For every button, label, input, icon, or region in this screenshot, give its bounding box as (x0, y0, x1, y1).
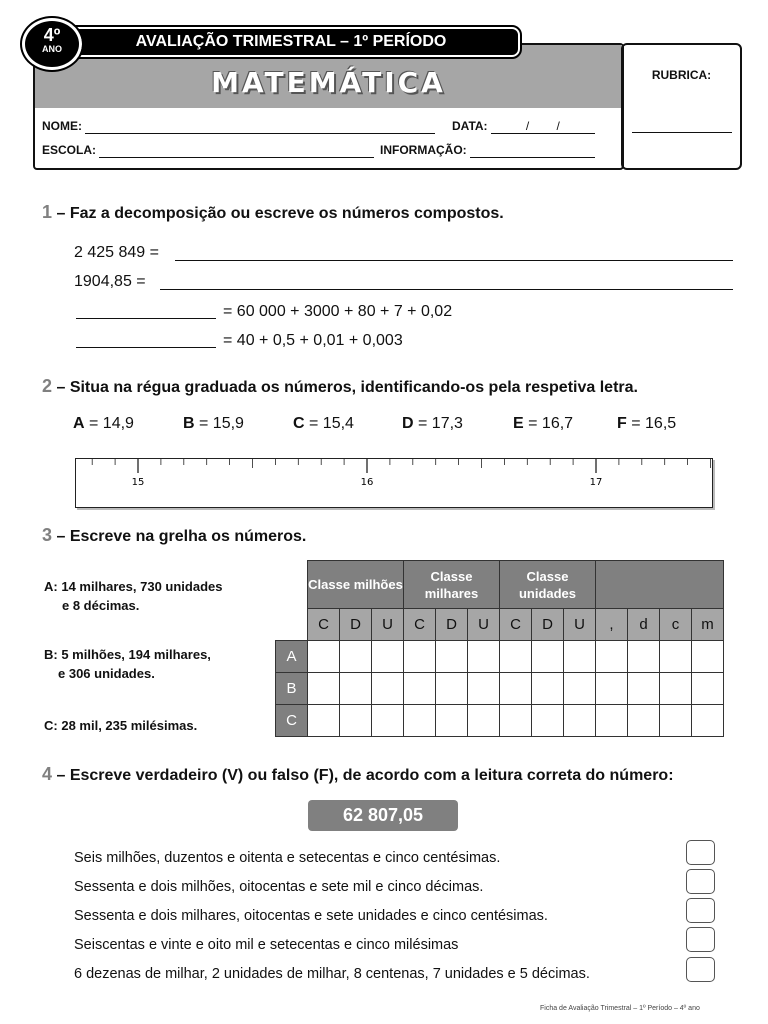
footer-text: Ficha de Avaliação Trimestral – 1º Período – 4º ano (540, 1005, 700, 1012)
grid-row-label: C (276, 705, 308, 737)
grid-cell[interactable] (660, 705, 692, 737)
q1-line-2-label: 1904,85 = (74, 273, 146, 290)
q4-title (42, 764, 674, 785)
grid-class-header-row (276, 561, 724, 609)
q2-item-a: A = 14,9 (73, 415, 134, 432)
ruler-label-15: 15 (131, 477, 145, 488)
grid-cell[interactable] (468, 673, 500, 705)
place-value-grid (275, 560, 724, 737)
grid-corner (276, 561, 308, 609)
statement-2: Sessenta e dois milhões, oitocentas e sete mil e cinco décimas. (74, 879, 484, 895)
escola-label: ESCOLA: (42, 143, 96, 157)
ruler-label-17: 17 (589, 477, 603, 488)
q1-line-4-answer[interactable] (76, 347, 216, 348)
grid-col-header: , (596, 609, 628, 641)
grid-cell[interactable] (500, 641, 532, 673)
q1-line-2-answer[interactable] (160, 289, 733, 290)
q2-number: 2 (42, 376, 53, 396)
grade-sub: ANO (42, 44, 62, 54)
nome-line[interactable] (85, 119, 435, 134)
nome-field[interactable] (42, 119, 435, 134)
data-label: DATA: (452, 119, 488, 133)
rubrica-box (621, 43, 742, 170)
grid-cell[interactable] (436, 705, 468, 737)
q2-title (42, 376, 638, 397)
q3-item-c: C: 28 mil, 235 milésimas. (44, 718, 198, 733)
answer-box-4[interactable] (686, 927, 715, 952)
grid-col-header: D (532, 609, 564, 641)
grid-cell[interactable] (308, 673, 340, 705)
grid-col-header: U (468, 609, 500, 641)
escola-line[interactable] (99, 143, 374, 158)
grade-number: 4º (43, 25, 61, 45)
escola-field[interactable] (42, 143, 374, 158)
q1-line-4-label: = 40 + 0,5 + 0,01 + 0,003 (223, 332, 403, 349)
rubrica-line[interactable] (632, 132, 732, 133)
grid-cell[interactable] (436, 673, 468, 705)
grid-cell[interactable] (564, 641, 596, 673)
grid-cell[interactable] (596, 641, 628, 673)
grid-column-header-row (276, 609, 724, 641)
q1-line-3-answer[interactable] (76, 318, 216, 319)
q1-line-1-answer[interactable] (175, 260, 733, 261)
q3-title (42, 525, 306, 546)
grid-cell[interactable] (372, 673, 404, 705)
q2-item-e: E = 16,7 (513, 415, 574, 432)
grid-cell[interactable] (308, 641, 340, 673)
informacao-line[interactable] (470, 143, 595, 158)
grade-badge (22, 18, 82, 70)
statement-5: 6 dezenas de milhar, 2 unidades de milhar, 8 centenas, 7 unidades e 5 décimas. (74, 966, 590, 982)
grid-cell[interactable] (532, 641, 564, 673)
q1-line-3-label: = 60 000 + 3000 + 80 + 7 + 0,02 (223, 303, 453, 320)
grid-col-header: d (628, 609, 660, 641)
class-milhares-header: Classe milhares (404, 561, 500, 609)
grid-cell[interactable] (660, 673, 692, 705)
evaluation-title: AVALIAÇÃO TRIMESTRAL – 1º PERÍODO (62, 27, 520, 57)
q1-title (42, 202, 504, 223)
grid-row-b (276, 673, 724, 705)
grid-cell[interactable] (436, 641, 468, 673)
grid-row-label: A (276, 641, 308, 673)
grid-col-header: C (308, 609, 340, 641)
grid-row-a (276, 641, 724, 673)
grid-col-header: C (404, 609, 436, 641)
grid-cell[interactable] (564, 673, 596, 705)
answer-box-5[interactable] (686, 957, 715, 982)
grid-cell[interactable] (692, 641, 724, 673)
q1-number: 1 (42, 202, 53, 222)
grid-col-header: U (372, 609, 404, 641)
grid-col-header: c (660, 609, 692, 641)
grid-cell[interactable] (564, 705, 596, 737)
grid-cell[interactable] (404, 673, 436, 705)
answer-box-2[interactable] (686, 869, 715, 894)
grid-cell[interactable] (404, 641, 436, 673)
grid-cell[interactable] (596, 673, 628, 705)
grid-cell[interactable] (308, 705, 340, 737)
q2-item-d: D = 17,3 (402, 415, 463, 432)
q2-item-b: B = 15,9 (183, 415, 244, 432)
grid-cell[interactable] (500, 705, 532, 737)
q3-text: – Escreve na grelha os números. (56, 528, 307, 545)
statement-1: Seis milhões, duzentos e oitenta e setecentas e cinco centésimas. (74, 850, 501, 866)
subject-title: MATEMÁTICA (211, 66, 446, 99)
grid-cell[interactable] (532, 673, 564, 705)
q2-item-f: F = 16,5 (617, 415, 677, 432)
statement-3: Sessenta e dois milhares, oitocentas e sete unidades e cinco centésimas. (74, 908, 548, 924)
statement-4: Seiscentas e vinte e oito mil e setecentas e cinco milésimas (74, 937, 459, 953)
grid-cell[interactable] (340, 641, 372, 673)
answer-box-3[interactable] (686, 898, 715, 923)
class-milhoes-header: Classe milhões (308, 561, 404, 609)
grid-cell[interactable] (628, 705, 660, 737)
q3-number: 3 (42, 525, 53, 545)
grid-cell[interactable] (596, 705, 628, 737)
class-unidades-header: Classe unidades (500, 561, 596, 609)
grid-col-header: D (340, 609, 372, 641)
grid-cell[interactable] (660, 641, 692, 673)
q2-item-c: C = 15,4 (293, 415, 354, 432)
q2-text: – Situa na régua graduada os números, identificando-os pela respetiva letra. (56, 379, 638, 396)
grid-col-header: D (436, 609, 468, 641)
grid-col-header: U (564, 609, 596, 641)
grid-cell[interactable] (532, 705, 564, 737)
grid-cell[interactable] (692, 673, 724, 705)
q4-number: 4 (42, 764, 53, 784)
ruler-svg (76, 459, 714, 509)
q3-item-a: A: 14 milhares, 730 unidades e 8 décimas. (44, 579, 223, 613)
data-line[interactable] (491, 119, 595, 134)
informacao-label: INFORMAÇÃO: (380, 143, 467, 157)
grid-row-c (276, 705, 724, 737)
grid-cell[interactable] (340, 673, 372, 705)
grid-col-header: C (500, 609, 532, 641)
grid-cell[interactable] (372, 641, 404, 673)
grid-cell[interactable] (404, 705, 436, 737)
ruler-label-16: 16 (360, 477, 374, 488)
q4-text: – Escreve verdadeiro (V) ou falso (F), de acordo com a leitura correta do número: (56, 767, 674, 784)
grid-corner-2 (276, 609, 308, 641)
grid-cell[interactable] (468, 641, 500, 673)
q3-item-b: B: 5 milhões, 194 milhares, e 306 unidades. (44, 647, 211, 681)
rubrica-label: RUBRICA: (651, 68, 712, 82)
informacao-field[interactable] (380, 143, 595, 158)
ruler-ticks (92, 459, 710, 473)
graduated-ruler[interactable] (75, 458, 713, 508)
class-decimal-header (596, 561, 724, 609)
grid-row-label: B (276, 673, 308, 705)
q1-text: – Faz a decomposição ou escreve os números compostos. (56, 205, 504, 222)
q1-line-1-label: 2 425 849 = (74, 244, 159, 261)
data-field[interactable] (452, 119, 595, 134)
grid-cell[interactable] (340, 705, 372, 737)
answer-box-1[interactable] (686, 840, 715, 865)
grid-col-header: m (692, 609, 724, 641)
grid-cell[interactable] (628, 641, 660, 673)
grid-cell[interactable] (372, 705, 404, 737)
nome-label: NOME: (42, 119, 82, 133)
grid-cell[interactable] (692, 705, 724, 737)
grid-cell[interactable] (500, 673, 532, 705)
data-slashes: / / (525, 119, 560, 133)
grid-cell[interactable] (468, 705, 500, 737)
target-number: 62 807,05 (308, 800, 458, 831)
grid-cell[interactable] (628, 673, 660, 705)
